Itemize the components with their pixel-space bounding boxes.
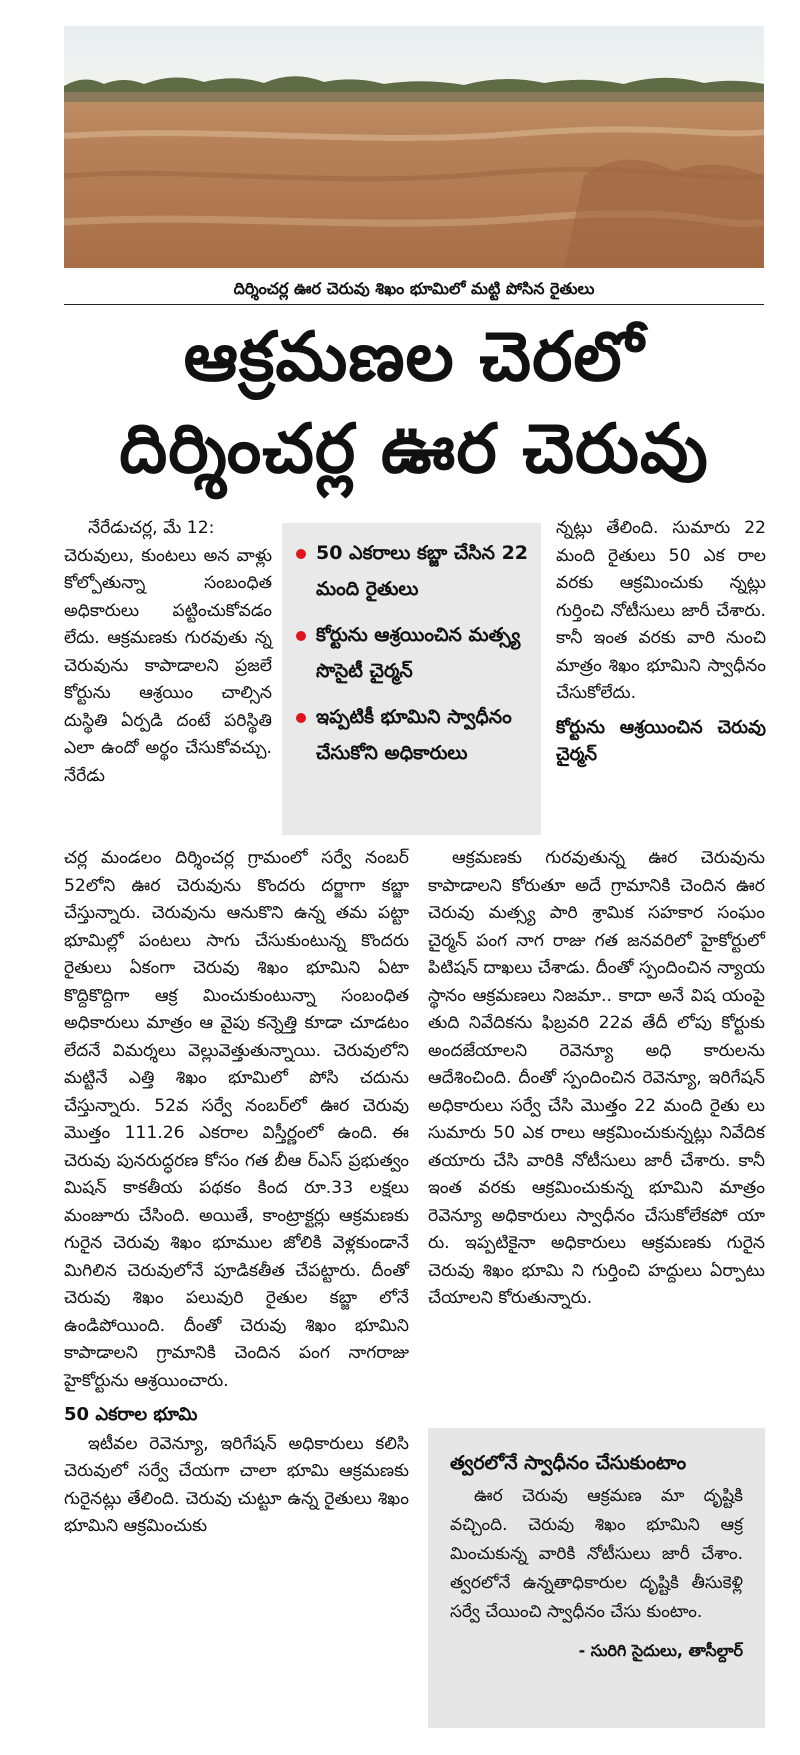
highlight-item (296, 617, 531, 689)
highlight-text: కోర్టును ఆశ్రయించిన మత్స్య సొసైటీ చైర్మన్ (316, 624, 521, 682)
subheading-50-acres: 50 ఎకరాల భూమి (64, 1404, 198, 1425)
left-column-top (64, 515, 272, 790)
dateline: నేరేడుచర్ల, మే 12: (88, 518, 215, 538)
highlight-item (296, 699, 531, 771)
field-photo-illustration (64, 26, 764, 268)
article-paragraph-5: ఆక్రమణకు గురవుతున్న ఊర చెరువును కాపాడాలని కోరుతూ అదే గ్రామానికి చెందిన ఊర చెరువు మత్స్య పారి శ్రామిక సహకార సంఘం చైర్మన్ పంగ నాగ రాజు గత జనవరిలో హైకోర్టులో పిటిషన్ దాఖలు చేశాడు. దీంతో స్పందించిన న్యాయ స్థానం ఆక్రమణలు నిజమా.. కాదా అనే విష యంపై తుది నివేదికను ఫిబ్రవరి 22వ తేదీ లోపు కోర్టుకు అందజేయాలని రెవెన్యూ అధి కారులను ఆదేశించింది. దీంతో స్పందించిన రెవెన్యూ, ఇరిగేషన్ అధికారులు సర్వే చేసి మొత్తం 22 మంది రైతు లు సుమారు 50 ఎక రాలు ఆక్రమించుకున్నట్లు నివేదిక తయారు చేసి వారికి నోటీసులు జారీ చేశారు. కానీ ఇంత వరకు ఆక్రమించుకున్న భూమిని మాత్రం రెవెన్యూ అధికారులు స్వాధీనం చేసుకోలేకపో యా రు. ఇప్పటికైనా అధికారులు ఆక్రమణకు గురైన చెరువు శిఖం భూమి ని గుర్తించి హద్దులు ఏర్పాటు చేయాలని కోరుతున్నారు. (428, 848, 765, 1308)
bullet-icon (296, 713, 306, 723)
headline-line-1: ఆక్రమణల చెరలో (183, 318, 645, 397)
right-column-top (556, 515, 766, 771)
left-column-lower (64, 845, 409, 1541)
right-column-lower (428, 845, 765, 1313)
bullet-icon (296, 631, 306, 641)
quote-body: ఊర చెరువు ఆక్రమణ మా దృష్టికి వచ్చింది. చెరువు శిఖం భూమిని ఆక్ర మించుకున్న వారికి నోటీసులు జారీ చేశాం. త్వరలోనే ఉన్నతాధికారుల దృష్టికి తీసుకెళ్లి సర్వే చేయించి స్వాధీనం చేసు కుంటాం. (450, 1486, 743, 1622)
highlight-text: ఇప్పటికీ భూమిని స్వాధీనం చేసుకోని అధికారులు (316, 706, 512, 764)
highlights-box (282, 523, 541, 835)
headline-line-2: దిర్శించర్ల ఊర చెరువు (119, 410, 709, 489)
bullet-icon (296, 549, 306, 559)
highlight-text: 50 ఎకరాలు కబ్జా చేసిన 22 మంది రైతులు (316, 542, 529, 600)
photo-caption: దిర్శించర్ల ఊర చెరువు శిఖం భూమిలో మట్టి పోసిన రైతులు (64, 274, 764, 305)
highlight-item (296, 535, 531, 607)
article-paragraph-4: న్నట్లు తేలింది. సుమారు 22 మంది రైతులు 50 ఎక రాల వరకు ఆక్రమించుకు న్నట్లు గుర్తించి నోటీసులు జారీ చేశారు. కానీ ఇంత వరకు వారి నుంచి మాత్రం శిఖం భూమిని స్వాధీనం చేసుకోలేదు. (556, 518, 766, 703)
subheading-court-petition: కోర్టును ఆశ్రయించిన చెరువు చైర్మన్ (556, 716, 766, 765)
headline (56, 312, 772, 496)
article-paragraph-1: చెరువులు, కుంటలు అన వాళ్లు కోల్పోతున్నా సంబంధిత అధికారులు పట్టించుకోవడం లేదు. ఆక్రమణకు గురవుతు న్న చెరువును కాపాడాలని ప్రజలే కోర్టును ఆశ్రయిం చాల్సిన దుస్థితి ఏర్పడి దంటే పరిస్థితి ఎలా ఉందో అర్థం చేసుకోవచ్చు. నేరేడు (64, 545, 272, 786)
quote-title: త్వరలోనే స్వాధీనం చేసుకుంటాం (450, 1452, 687, 1474)
article-paragraph-2: చర్ల మండలం దిర్శించర్ల గ్రామంలో సర్వే నంబర్ 52లోని ఊర చెరువును కొందరు దర్జాగా కబ్జా చేస్తున్నారు. చెరువును ఆనుకొని ఉన్న తమ పట్టా భూమిల్లో పంటలు సాగు చేసుకుంటున్న కొందరు రైతులు ఏకంగా చెరువు శిఖం భూమిని ఏటా కొద్దికొద్దిగా ఆక్ర మించుకుంటున్నా సంబంధిత అధికారులు మాత్రం ఆ వైపు కన్నెత్తి కూడా చూడటం లేదనే విమర్శలు వెల్లువెత్తుతున్నాయి. చెరువులోని మట్టినే ఎత్తి శిఖం భూమిలో పోసి చదును చేస్తున్నారు. 52వ సర్వే నంబర్‌లో ఊర చెరువు మొత్తం 111.26 ఎకరాల విస్తీర్ణంలో ఉంది. ఈ చెరువు పునరుద్ధరణ కోసం గత బీఆ ర్ఎస్ ప్రభుత్వం మిషన్ కాకతీయ పథకం కింద రూ.33 లక్షలు మంజూరు చేసింది. అయితే, కాంట్రాక్టర్లు ఆక్రమణకు గురైన చెరువు శిఖం భూముల జోలికి వెళ్లకుండానే మిగిలిన చెరువులోనే పూడికతీత చేపట్టారు. దీంతో చెరువు శిఖం పలువురి రైతుల కబ్జా లోనే ఉండిపోయింది. దీంతో చెరువు శిఖం భూమిని కాపాడాలని గ్రామానికి చెందిన పంగ నాగరాజు హైకోర్టును ఆశ్రయించారు. (64, 848, 409, 1391)
news-photo-barren-field (64, 26, 764, 268)
official-quote-box (428, 1428, 765, 1728)
quote-signature: - సురిగి సైదులు, తాసీల్దార్ (578, 1641, 743, 1660)
article-paragraph-3: ఇటీవల రెవెన్యూ, ఇరిగేషన్ అధికారులు కలిసి చెరువులో సర్వే చేయగా చాలా భూమి ఆక్రమణకు గురైనట్లు తేలింది. చెరువు చుట్టూ ఉన్న రైతులు శిఖం భూమిని ఆక్రమించుకు (64, 1433, 409, 1536)
